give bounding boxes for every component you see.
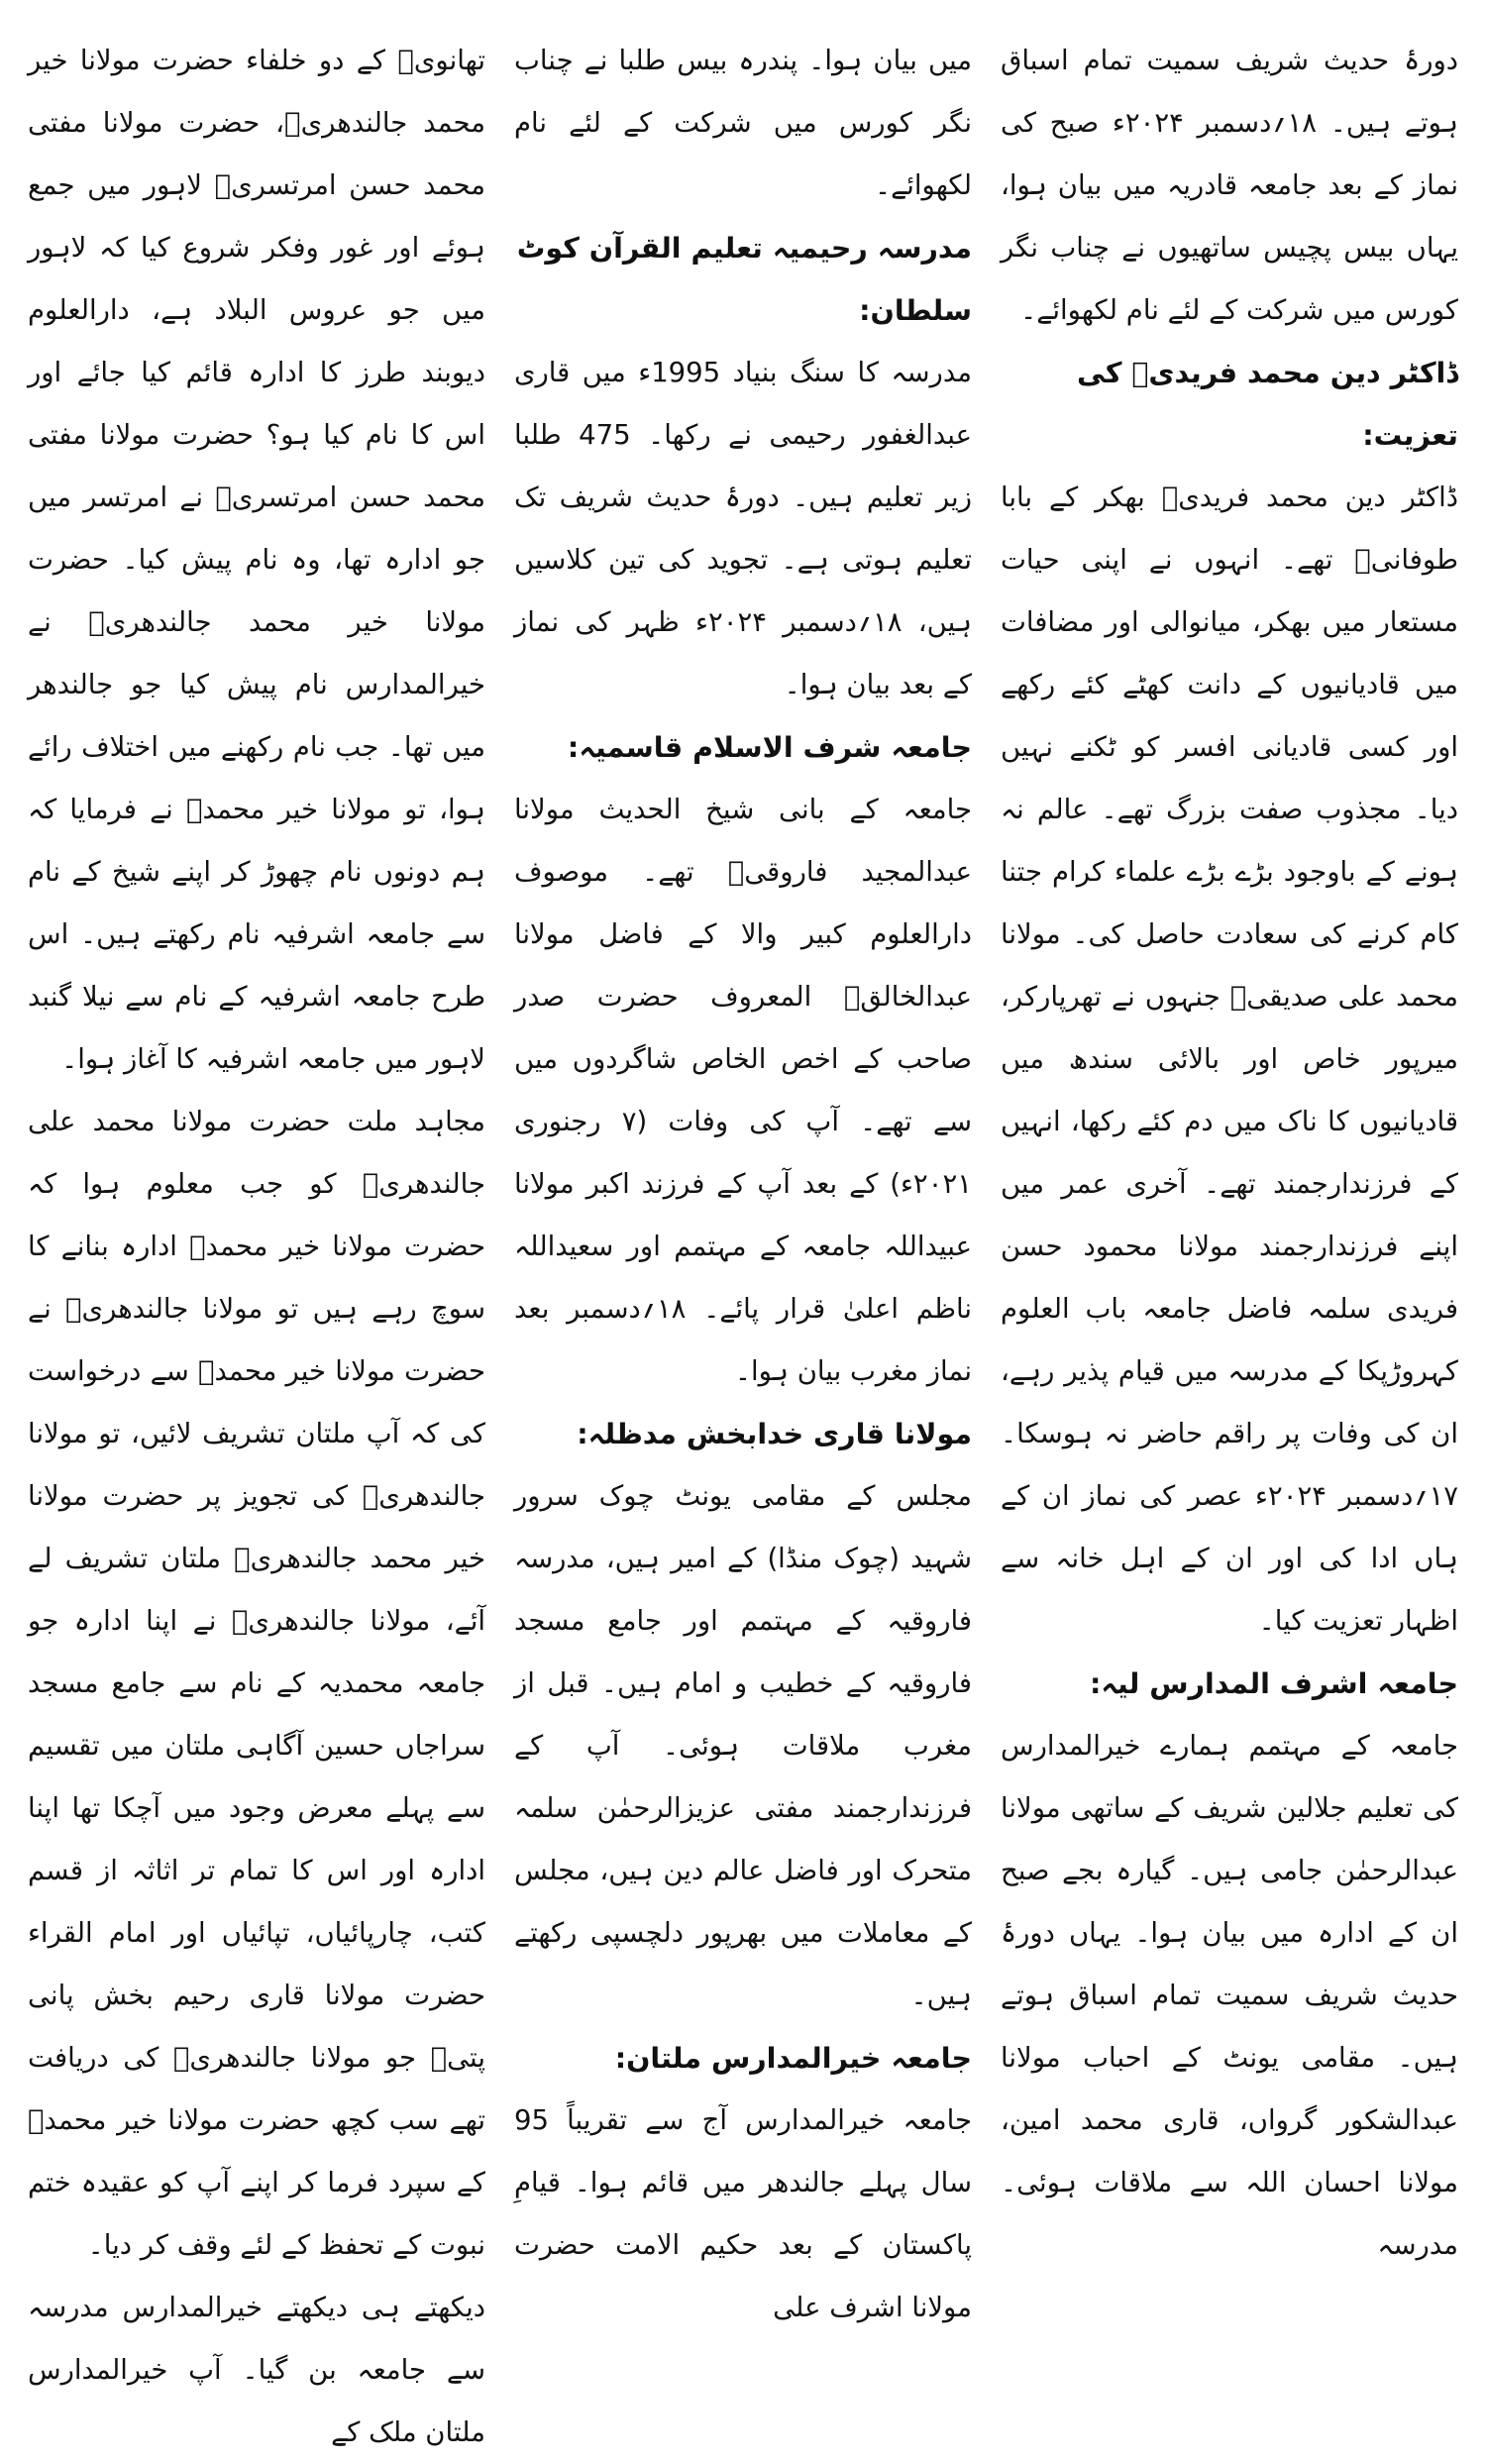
paragraph: میں بیان ہوا۔ پندرہ بیس طلبا نے چناب نگر کورس میں شرکت کے لئے نام لکھوائے۔	[514, 45, 972, 201]
paragraph: جامعہ کے مہتمم ہمارے خیرالمدارس کی تعلیم جلالین شریف کے ساتھی مولانا عبدالرحمٰن جامی ہیں۔ گیارہ بجے صبح ان کے ادارہ میں بیان ہوا۔ یہاں دورۂ حدیث شریف سمیت تمام اسباق ہوتے ہیں۔ مقامی یونٹ کے احباب مولانا عبدالشکور گرواں، قاری محمد امین، مولانا احسان اللہ سے ملاقات ہوئی۔ مدرسہ	[1001, 1730, 1458, 2261]
paragraph: دیکھتے ہی دیکھتے خیرالمدارس مدرسہ سے جامعہ بن گیا۔ آپ خیرالمدارس ملتان ملک کے	[28, 2292, 485, 2448]
column-middle	[514, 30, 973, 2323]
column-left	[28, 30, 485, 2448]
section-heading-madrasa-raheemia: مدرسہ رحیمیہ تعلیم القرآن کوٹ سلطان:	[516, 232, 972, 327]
paragraph: دورۂ حدیث شریف سمیت تمام اسباق ہوتے ہیں۔ ۱۸؍دسمبر ۲۰۲۴ء صبح کی نماز کے بعد جامعہ قادریہ میں بیان ہوا، یہاں بیس پچیس ساتھیوں نے چناب نگر کورس میں شرکت کے لئے نام لکھوائے۔	[1001, 45, 1459, 326]
paragraph: ڈاکٹر دین محمد فریدیؒ بھکر کے بابا طوفانیؒ تھے۔ انہوں نے اپنی حیات مستعار میں بھکر، میانوالی اور مضافات میں قادیانیوں کے دانت کھٹے کئے رکھے اور کسی قادیانی افسر کو ٹکنے نہیں دیا۔ مجذوب صفت بزرگ تھے۔ عالم نہ ہونے کے باوجود بڑے بڑے علماء کرام جتنا کام کرنے کی سعادت حاصل کی۔ مولانا محمد علی صدیقیؒ جنہوں نے تھرپارکر، میرپور خاص اور بالائی سندھ میں قادیانیوں کا ناک میں دم کئے رکھا، انہیں کے فرزندارجمند تھے۔ آخری عمر میں اپنے فرزندارجمند مولانا محمود حسن فریدی سلمہ فاضل جامعہ باب العلوم کہروڑپکا کے مدرسہ میں قیام پذیر رہے، ان کی وفات پر راقم حاضر نہ ہوسکا۔ ۱۷؍دسمبر ۲۰۲۴ء عصر کی نماز ان کے ہاں ادا کی اور ان کے اہل خانہ سے اظہار تعزیت کیا۔	[1001, 482, 1458, 1637]
paragraph: مجاہد ملت حضرت مولانا محمد علی جالندھریؒ کو جب معلوم ہوا کہ حضرت مولانا خیر محمدؒ ادارہ بنانے کا سوچ رہے ہیں تو مولانا جالندھریؒ نے حضرت مولانا خیر محمدؒ سے درخواست کی کہ آپ ملتان تشریف لائیں، تو مولانا جالندھریؒ کی تجویز پر حضرت مولانا خیر محمد جالندھریؒ ملتان تشریف لے آئے، مولانا جالندھریؒ نے اپنا ادارہ جو جامعہ محمدیہ کے نام سے جامع مسجد سراجاں حسین آگاہی ملتان میں تقسیم سے پہلے معرض وجود میں آچکا تھا اپنا ادارہ اور اس کا تمام تر اثاثہ از قسم کتب، چارپائیاں، تپائیاں اور امام القراء حضرت مولانا قاری رحیم بخش پانی پتیؒ جو مولانا جالندھریؒ کی دریافت تھے سب کچھ حضرت مولانا خیر محمدؒ کے سپرد فرما کر اپنے آپ کو عقیدہ ختم نبوت کے تحفظ کے لئے وقف کر دیا۔	[28, 1106, 485, 2261]
paragraph: جامعہ کے بانی شیخ الحدیث مولانا عبدالمجید فاروقیؒ تھے۔ موصوف دارالعلوم کبیر والا کے فاضل مولانا عبدالخالقؒ المعروف حضرت صدر صاحب کے اخص الخاص شاگردوں میں سے تھے۔ آپ کی وفات (۷ رجنوری ۲۰۲۱ء) کے بعد آپ کے فرزند اکبر مولانا عبیداللہ جامعہ کے مہتمم اور سعیداللہ ناظم اعلیٰ قرار پائے۔ ۱۸؍دسمبر بعد نماز مغرب بیان ہوا۔	[514, 794, 972, 1387]
paragraph: مدرسہ کا سنگ بنیاد 1995ء میں قاری عبدالغفور رحیمی نے رکھا۔ 475 طلبا زیر تعلیم ہیں۔ دورۂ حدیث شریف تک تعلیم ہوتی ہے۔ تجوید کی تین کلاسیں ہیں، ۱۸؍دسمبر ۲۰۲۴ء ظہر کی نماز کے بعد بیان ہوا۔	[514, 357, 973, 700]
section-heading-jamia-khair-ul-madaris: جامعہ خیرالمدارس ملتان:	[614, 2042, 972, 2075]
section-heading-jamia-sharf-ul-islam: جامعہ شرف الاسلام قاسمیہ:	[567, 731, 972, 764]
paragraph: جامعہ خیرالمدارس آج سے تقریباً 95 سال پہلے جالندھر میں قائم ہوا۔ قیامِ پاکستان کے بعد حکیم الامت حضرت مولانا اشرف علی	[514, 2104, 972, 2323]
section-heading-dr-deen-muhammad-fareedi: ڈاکٹر دین محمد فریدیؒ کی تعزیت:	[1076, 357, 1458, 452]
column-right	[1001, 30, 1459, 2261]
paragraph: مجلس کے مقامی یونٹ چوک سرور شہید (چوک منڈا) کے امیر ہیں، مدرسہ فاروقیہ کے مہتمم اور جامع مسجد فاروقیہ کے خطیب و امام ہیں۔ قبل از مغرب ملاقات ہوئی۔ آپ کے فرزندارجمند مفتی عزیزالرحمٰن سلمہ متحرک اور فاضل عالم دین ہیں، مجلس کے معاملات میں بھرپور دلچسپی رکھتے ہیں۔	[514, 1480, 972, 2011]
paragraph: تھانویؒ کے دو خلفاء حضرت مولانا خیر محمد جالندھریؒ، حضرت مولانا مفتی محمد حسن امرتسریؒ لاہور میں جمع ہوئے اور غور وفکر شروع کیا کہ لاہور میں جو عروس البلاد ہے، دارالعلوم دیوبند طرز کا ادارہ قائم کیا جائے اور اس کا نام کیا ہو؟ حضرت مولانا مفتی محمد حسن امرتسریؒ نے امرتسر میں جو ادارہ تھا، وہ نام پیش کیا۔ حضرت مولانا خیر محمد جالندھریؒ نے خیرالمدارس نام پیش کیا جو جالندھر میں تھا۔ جب نام رکھنے میں اختلاف رائے ہوا، تو مولانا خیر محمدؒ نے فرمایا کہ ہم دونوں نام چھوڑ کر اپنے شیخ کے نام سے جامعہ اشرفیہ نام رکھتے ہیں۔ اس طرح جامعہ اشرفیہ کے نام سے نیلا گنبد لاہور میں جامعہ اشرفیہ کا آغاز ہوا۔	[28, 45, 485, 1075]
section-heading-jamia-ashraf-ul-madaris-layyah: جامعہ اشرف المدارس لیہ:	[1089, 1667, 1458, 1700]
section-heading-qari-khuda-bakhsh: مولانا قاری خدابخش مدظلہ:	[577, 1418, 972, 1450]
